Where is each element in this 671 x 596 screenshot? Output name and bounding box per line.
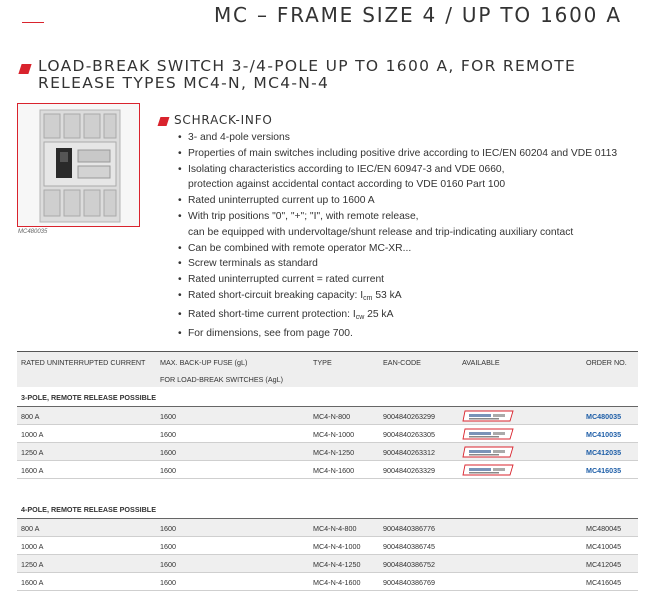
cell-fuse: 1600 (160, 560, 176, 569)
section-title-line2: RELEASE TYPES MC4-N, MC4-N-4 (38, 74, 330, 92)
subscript: cm (363, 294, 373, 302)
cell-type: MC4-N-4-1600 (313, 578, 361, 587)
table-row (17, 555, 638, 573)
availability-stamp-icon (462, 410, 514, 422)
bullet-text: Rated short-time current protection: I (188, 308, 356, 320)
header-rule (22, 22, 44, 23)
cell-ean: 9004840263299 (383, 412, 435, 421)
info-bullet-list (178, 130, 617, 341)
table-row (17, 537, 638, 555)
cell-ean: 9004840263329 (383, 466, 435, 475)
cell-order: MC416045 (586, 578, 622, 587)
header-fuse-line2: FOR LOAD-BREAK SWITCHES (AgL) (160, 375, 284, 384)
table-spacer (17, 479, 638, 499)
cell-type: MC4-N-1600 (313, 466, 355, 475)
header-order: ORDER NO. (586, 358, 627, 367)
product-image (17, 103, 140, 227)
cell-fuse: 1600 (160, 430, 176, 439)
info-bullet: • For dimensions, see from page 700. (178, 326, 617, 342)
group-header (17, 499, 638, 519)
info-marker-icon (158, 117, 170, 126)
cell-type: MC4-N-1250 (313, 448, 355, 457)
bullet-text: 53 kA (372, 289, 402, 301)
header-available: AVAILABLE (462, 358, 500, 367)
cell-current: 1000 A (21, 542, 44, 551)
cell-fuse: 1600 (160, 578, 176, 587)
cell-fuse: 1600 (160, 412, 176, 421)
table-row (17, 407, 638, 425)
cell-type: MC4-N-1000 (313, 430, 355, 439)
page-title: MC – FRAME SIZE 4 / UP TO 1600 A (214, 3, 622, 27)
cell-order: MC480045 (586, 524, 622, 533)
cell-fuse: 1600 (160, 466, 176, 475)
table-row (17, 519, 638, 537)
cell-current: 800 A (21, 412, 40, 421)
cell-order: MC412045 (586, 560, 622, 569)
header-current: RATED UNINTERRUPTED CURRENT (21, 358, 146, 367)
info-bullet-continuation: protection against accidental contact according to VDE 0160 Part 100 (188, 179, 506, 191)
cell-current: 1600 A (21, 466, 44, 475)
info-bullet (178, 307, 617, 326)
cell-fuse: 1600 (160, 524, 176, 533)
cell-ean: 9004840386776 (383, 524, 435, 533)
header-ean: EAN-CODE (383, 358, 421, 367)
section-marker-icon (18, 64, 31, 74)
availability-stamp-icon (462, 446, 514, 458)
bullet-text: 25 kA (364, 308, 394, 320)
info-bullet: • With trip positions "0", "+"; "I", with remote release, (178, 209, 617, 225)
table-row (17, 461, 638, 479)
table-header (17, 351, 638, 387)
group-title: 3-POLE, REMOTE RELEASE POSSIBLE (21, 393, 156, 402)
info-bullet: • 3- and 4-pole versions (178, 130, 617, 146)
cell-order: MC410045 (586, 542, 622, 551)
cell-order-link[interactable]: MC480035 (586, 412, 622, 421)
cell-order-link[interactable]: MC410035 (586, 430, 622, 439)
section-title-line1: LOAD-BREAK SWITCH 3-/4-POLE UP TO 1600 A, FOR REMOTE (38, 57, 577, 75)
cell-ean: 9004840263312 (383, 448, 435, 457)
group-title: 4-POLE, REMOTE RELEASE POSSIBLE (21, 505, 156, 514)
subscript: cw (355, 313, 365, 321)
info-title: SCHRACK-INFO (174, 113, 273, 127)
bullet-text: Rated short-circuit breaking capacity: I (188, 289, 364, 301)
cell-type: MC4-N-4-800 (313, 524, 357, 533)
product-image-caption: MC480035 (18, 229, 48, 235)
info-bullet (178, 288, 617, 307)
info-bullet: • Screw terminals as standard (178, 256, 617, 272)
cell-current: 800 A (21, 524, 40, 533)
cell-current: 1600 A (21, 578, 44, 587)
table-row (17, 425, 638, 443)
availability-stamp-icon (462, 464, 514, 476)
cell-order-link[interactable]: MC412035 (586, 448, 622, 457)
table-row (17, 443, 638, 461)
cell-type: MC4-N-800 (313, 412, 351, 421)
cell-ean: 9004840386769 (383, 578, 435, 587)
cell-current: 1250 A (21, 448, 44, 457)
cell-fuse: 1600 (160, 542, 176, 551)
info-bullet: • Rated uninterrupted current = rated current (178, 272, 617, 288)
availability-stamp-icon (462, 428, 514, 440)
cell-current: 1250 A (21, 560, 44, 569)
cell-current: 1000 A (21, 430, 44, 439)
cell-order-link[interactable]: MC416035 (586, 466, 622, 475)
cell-type: MC4-N-4-1250 (313, 560, 361, 569)
section-title (38, 58, 576, 92)
cell-fuse: 1600 (160, 448, 176, 457)
header-fuse: MAX. BACK-UP FUSE (gL) (160, 358, 248, 367)
cell-ean: 9004840263305 (383, 430, 435, 439)
info-bullet: • Rated uninterrupted current up to 1600 A (178, 193, 617, 209)
cell-type: MC4-N-4-1000 (313, 542, 361, 551)
header-type: TYPE (313, 358, 332, 367)
group-header (17, 387, 638, 407)
cell-ean: 9004840386745 (383, 542, 435, 551)
table-row (17, 573, 638, 591)
info-bullet: • Properties of main switches including positive drive according to IEC/EN 60204 and VDE 0113 (178, 146, 617, 162)
info-bullet-continuation: can be equipped with undervoltage/shunt release and trip-indicating auxiliary contact (188, 226, 574, 238)
info-bullet: • Can be combined with remote operator MC-XR... (178, 241, 617, 257)
product-table (17, 351, 638, 591)
info-bullet: • Isolating characteristics according to IEC/EN 60947-3 and VDE 0660, (178, 162, 617, 178)
cell-ean: 9004840386752 (383, 560, 435, 569)
